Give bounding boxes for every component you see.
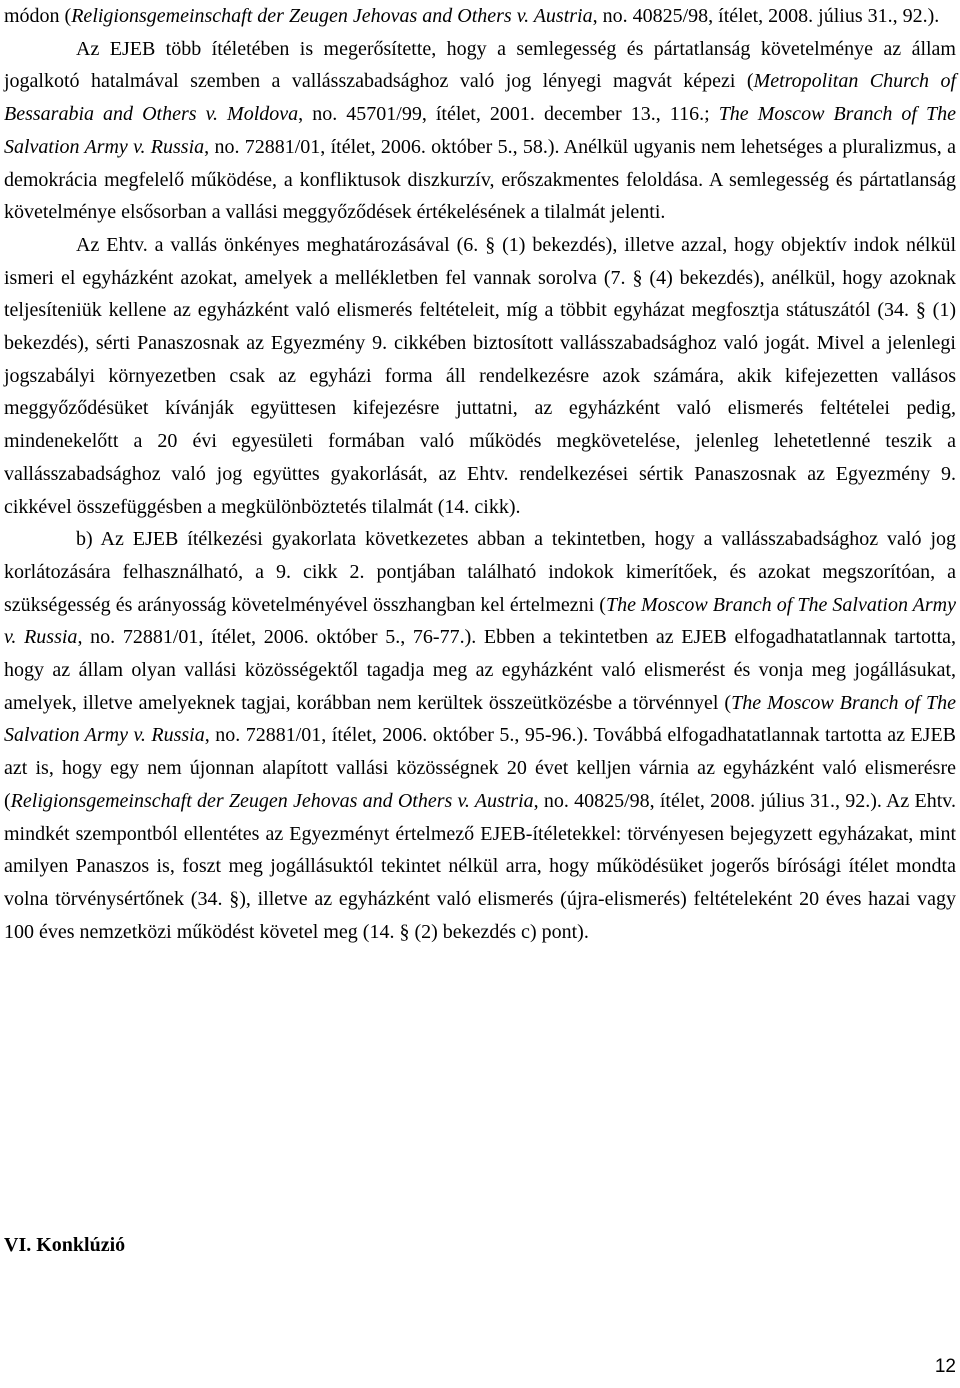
case-name-italic: Religionsgemeinschaft der Zeugen Jehovas and Others v. Austria	[71, 5, 593, 27]
case-name-italic: The Moscow Branch of The Salvation Army v. Russia	[4, 691, 957, 747]
paragraph-ehtv-analysis	[4, 229, 956, 523]
page-number: 12	[934, 1356, 956, 1377]
text-span: b) Az EJEB ítélkezési gyakorlata következetes abban a tekintetben, hogy a vallásszabadsághoz való jog korlátozására felhasználható, a 9. cikk 2. pontjában található indokok kimerítőek, és azokat megszorítóan, a szükségesség és arányosság követelményével összhangban kel értelmezni (	[4, 528, 956, 616]
paragraph-ejeb-case-law	[4, 523, 956, 948]
text-span: , no. 40825/98, ítélet, 2008. július 31., 92.). Az Ehtv. mindkét szempontból ellentétes az Egyezményt értelmező EJEB-ítéletekkel: törvényesen bejegyzett egyházakat, mint amilyen Panaszos is, foszt meg jogállásuktól tekintet nélkül arra, hogy működésüket jogerős bírósági ítélet mondta volna törvénysértőnek (34. §), illetve az egyházként való elismerés (újra-elismerés) feltételeként 20 éves hazai vagy 100 éves nemzetközi működést követel meg (14. § (2) bekezdés c) pont).	[4, 789, 956, 943]
text-span: Az Ehtv. a vallás önkényes meghatározásával (6. § (1) bekezdés), illetve azzal, hogy objektív indok nélkül ismeri el egyházként azokat, amelyek a mellékletben fel vannak sorolva (7. § (4) bekezdés), anélkül, hogy azoknak teljesíteniük kellene az egyházként való elismerés feltételeit, míg a többit egyházat megfosztja státuszától (34. § (1) bekezdés), sérti Panaszosnak az Egyezmény 9. cikkében biztosított vallásszabadsághoz való jogát. Mivel a jelenlegi jogszabályi környezetben csak az egyházi forma áll rendelkezésre azok számára, akik kifejezetten vallásos meggyőződésüket kívánják együttesen kifejezésre juttatni, az egyházként való elismerés feltételei pedig, mindenekelőtt a 20 évi egyesületi formában való működés megkövetelése, jelenleg lehetetlenné teszik a vallásszabadsághoz való jog együttes gyakorlását, az Ehtv. rendelkezései sértik Panaszosnak az Egyezmény 9. cikkével összefüggésben a megkülönböztetés tilalmát (14. cikk).	[4, 233, 956, 518]
text-span: , no. 40825/98, ítélet, 2008. július 31., 92.).	[592, 5, 940, 27]
section-heading: VI. Konklúzió	[4, 1234, 126, 1256]
case-name-italic: The Moscow Branch of The Salvation Army v. Russia	[4, 593, 956, 649]
case-name-italic: The Moscow Branch of The Salvation Army v. Russia	[4, 103, 957, 158]
case-name-italic: Metropolitan Church of Bessarabia and Others v. Moldova	[4, 70, 956, 126]
text-span: , no. 45701/99, ítélet, 2001. december 13., 116.;	[298, 103, 719, 126]
document-page	[4, 0, 956, 948]
text-span: , no. 72881/01, ítélet, 2006. október 5., 58.). Anélkül ugyanis nem lehetséges a pluralizmus, a demokrácia megfelelő működése, a konfliktusok diszkurzív, erőszakmentes feloldása. A semlegesség és pártatlanság követelménye elsősorban a vallási meggyőződések értékelésének a tilalmát jelenti.	[4, 135, 956, 224]
case-name-italic: Religionsgemeinschaft der Zeugen Jehovas and Others v. Austria	[10, 789, 534, 812]
paragraph-ejeb-neutrality	[4, 33, 956, 229]
text-span: , no. 72881/01, ítélet, 2006. október 5., 76-77.). Ebben a tekintetben az EJEB elfogadhatatlannak tartotta, hogy az állam olyan vallási közösségektől tagadja meg az egyházként való elismerést és vonja meg jogállásukat, amelyek, illetve amelyeknek tagjai, korábban nem kerültek összeütközésbe a törvénnyel (	[4, 626, 956, 714]
text-span: módon (	[4, 5, 72, 27]
text-span: Az EJEB több ítéletében is megerősítette, hogy a semlegesség és pártatlanság követelménye az állam jogalkotó hatalmával szemben a vallásszabadsághoz való jog lényegi magvát képezi (	[4, 37, 956, 93]
text-span: , no. 72881/01, ítélet, 2006. október 5., 95-96.). Továbbá elfogadhatatlannak tartotta az EJEB azt is, hogy egy nem újonnan alapított vallási közösségnek 20 évet kelljen várnia az egyházként való elismerésre (	[4, 724, 957, 812]
paragraph-case-citation-continuation	[4, 0, 956, 33]
